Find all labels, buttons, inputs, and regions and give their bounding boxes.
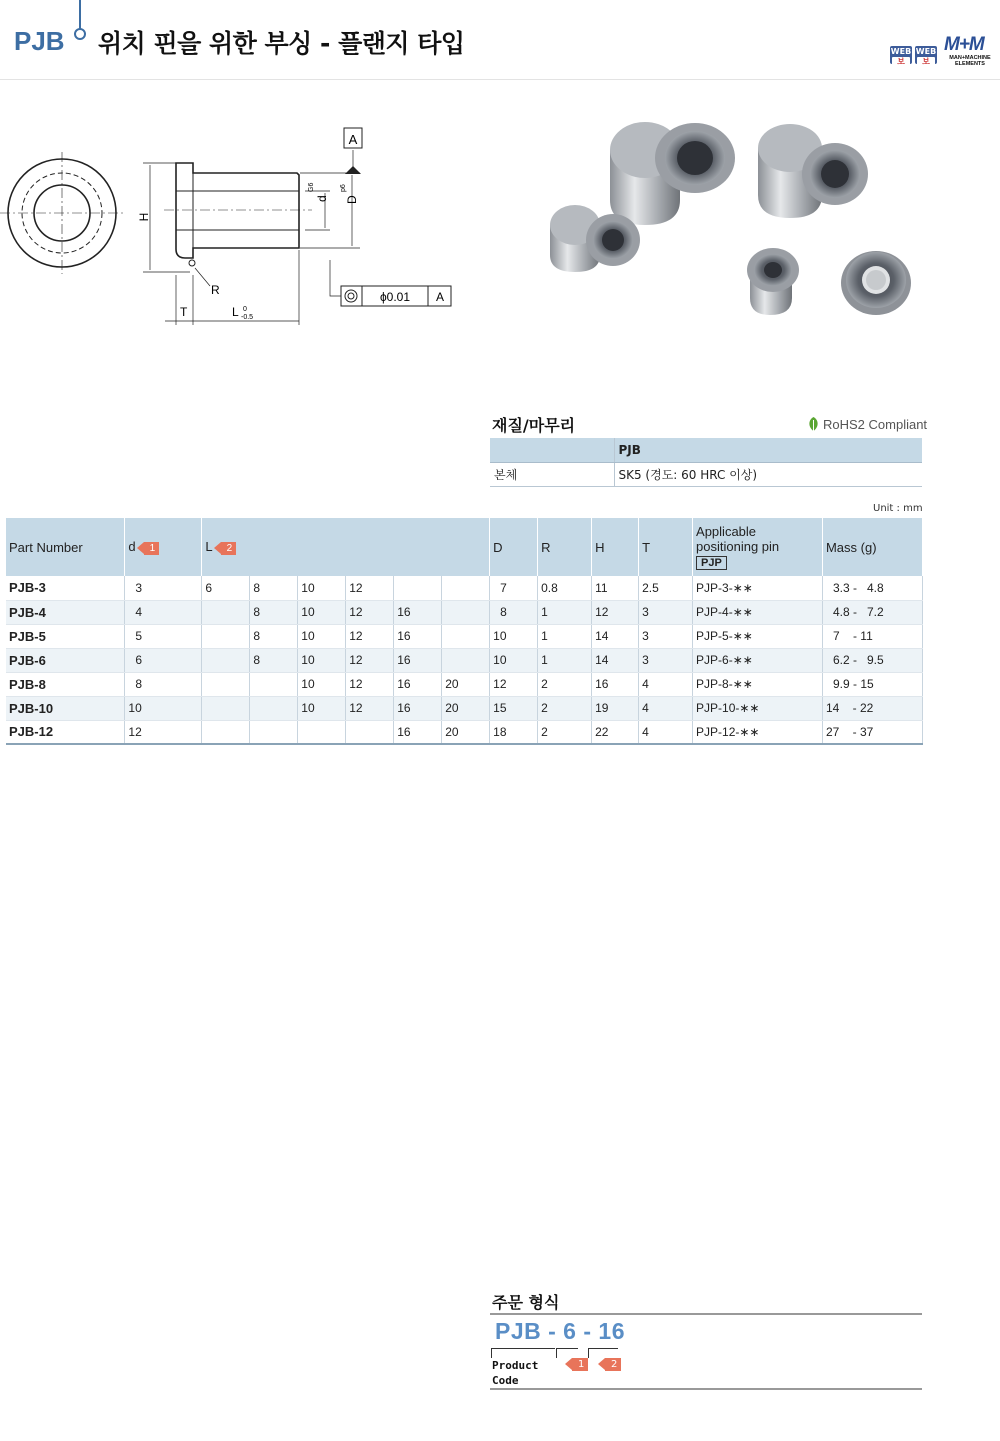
L-cell	[250, 672, 298, 696]
table-row	[6, 624, 923, 648]
L-cell: 12	[346, 648, 394, 672]
pjp-link[interactable]: PJP	[696, 556, 727, 570]
dim-d-tolerance: G6	[308, 182, 315, 192]
applicable-pin-cell: PJP-5-∗∗	[693, 624, 823, 648]
bracket-d	[556, 1348, 578, 1358]
web-badge-1[interactable]	[890, 46, 912, 64]
part-number-cell: PJB-4	[6, 600, 125, 624]
applicable-pin-cell: PJP-4-∗∗	[693, 600, 823, 624]
L-cell: 10	[298, 624, 346, 648]
leaf-icon	[807, 416, 820, 432]
D-cell: 10	[490, 648, 538, 672]
part-number-cell: PJB-3	[6, 576, 125, 600]
R-cell: 2	[538, 672, 592, 696]
order-divider-top	[490, 1313, 922, 1315]
col-T: T	[639, 518, 693, 576]
dim-L-tol-lower: -0.5	[241, 314, 254, 321]
spec-table	[6, 518, 923, 745]
part-number-cell: PJB-5	[6, 624, 125, 648]
d-cell: 8	[125, 672, 202, 696]
col-D: D	[490, 518, 538, 576]
T-cell: 4	[639, 696, 693, 720]
d-cell: 5	[125, 624, 202, 648]
part-number-cell: PJB-8	[6, 672, 125, 696]
mass-cell: 9.9 - 15	[822, 672, 922, 696]
L-cell	[202, 720, 250, 744]
feature-control-frame	[341, 286, 451, 306]
fcf-tolerance: ϕ0.01	[379, 290, 411, 304]
D-cell: 10	[490, 624, 538, 648]
L-cell: 10	[298, 576, 346, 600]
material-header-part: PJB	[614, 438, 922, 462]
header-accent-dot	[74, 28, 86, 40]
R-cell: 2	[538, 696, 592, 720]
L-cell	[298, 720, 346, 744]
L-cell: 20	[442, 720, 490, 744]
R-cell: 0.8	[538, 576, 592, 600]
web-badge-sub: 보	[892, 57, 910, 65]
order-title: 주문 형식	[492, 1293, 560, 1312]
brand-text-line2: ELEMENTS	[955, 61, 985, 67]
L-cell: 8	[250, 624, 298, 648]
product-photo	[530, 100, 930, 340]
L-cell: 16	[394, 720, 442, 744]
part-number-cell: PJB-10	[6, 696, 125, 720]
L-cell: 12	[346, 576, 394, 600]
order-tag-2-icon: 2	[605, 1358, 621, 1371]
L-cell: 20	[442, 672, 490, 696]
L-cell: 6	[202, 576, 250, 600]
applicable-pin-cell: PJP-10-∗∗	[693, 696, 823, 720]
brand-mark: M+M	[944, 34, 984, 55]
applicable-pin-cell: PJP-8-∗∗	[693, 672, 823, 696]
L-cell	[250, 696, 298, 720]
T-cell: 2.5	[639, 576, 693, 600]
d-cell: 4	[125, 600, 202, 624]
material-header-blank	[490, 438, 614, 462]
col-part-number: Part Number	[6, 518, 125, 576]
product-code-heading: PJB	[14, 26, 65, 56]
table-row	[6, 720, 923, 744]
dim-L-tol-upper: 0	[243, 306, 247, 313]
H-cell: 16	[592, 672, 639, 696]
L-cell	[442, 624, 490, 648]
unit-label: Unit : mm	[873, 503, 923, 514]
part-number-cell: PJB-6	[6, 648, 125, 672]
L-cell: 16	[394, 648, 442, 672]
web-badge-label: WEB	[915, 47, 937, 56]
L-cell: 12	[346, 696, 394, 720]
order-label-line1: Product	[492, 1359, 539, 1372]
T-cell: 3	[639, 600, 693, 624]
mass-cell: 14 - 22	[822, 696, 922, 720]
L-cell: 10	[298, 648, 346, 672]
mass-cell: 27 - 37	[822, 720, 922, 744]
order-example-code: PJB - 6 - 16	[495, 1318, 625, 1344]
L-cell: 8	[250, 600, 298, 624]
D-cell: 18	[490, 720, 538, 744]
col-d	[125, 518, 202, 576]
header-accent-line	[79, 0, 81, 30]
dim-R-label: R	[211, 283, 220, 297]
R-cell: 2	[538, 720, 592, 744]
col-pin-line2: positioning pin	[696, 539, 780, 554]
order-divider-bottom	[490, 1388, 922, 1390]
bushing-photo-1	[610, 122, 735, 225]
col-d-label: d	[128, 539, 136, 555]
L-cell	[346, 720, 394, 744]
L-cell: 10	[298, 696, 346, 720]
dim-H-label: H	[137, 212, 151, 222]
d-cell: 6	[125, 648, 202, 672]
col-L	[202, 518, 490, 576]
d-cell: 3	[125, 576, 202, 600]
mass-cell: 7 - 11	[822, 624, 922, 648]
L-cell	[442, 600, 490, 624]
col-pin-line1: Applicable	[696, 524, 757, 539]
dim-d-label: d	[315, 195, 329, 202]
L-cell: 12	[346, 672, 394, 696]
dim-D-tolerance: p6	[340, 184, 347, 192]
L-cell: 16	[394, 696, 442, 720]
web-badge-label: WEB	[890, 47, 912, 56]
L-cell: 16	[394, 624, 442, 648]
rohs-badge	[807, 416, 927, 432]
table-row	[6, 648, 923, 672]
T-cell: 4	[639, 720, 693, 744]
part-number-cell: PJB-12	[6, 720, 125, 744]
L-cell	[202, 648, 250, 672]
web-badge-2[interactable]	[915, 46, 937, 64]
col-R: R	[538, 518, 592, 576]
web-badge-sub: 보	[917, 57, 935, 65]
rohs-label: RoHS2 Compliant	[823, 416, 928, 432]
L-cell: 16	[394, 672, 442, 696]
side-view	[164, 163, 312, 266]
L-cell: 12	[346, 624, 394, 648]
front-view	[0, 152, 124, 274]
mass-cell: 4.8 - 7.2	[822, 600, 922, 624]
col-L-label: L	[205, 539, 213, 555]
H-cell: 12	[592, 600, 639, 624]
dim-L-label: L	[232, 305, 239, 319]
L-cell: 20	[442, 696, 490, 720]
bushing-photo-5	[841, 251, 911, 315]
table-row	[6, 600, 923, 624]
R-cell: 1	[538, 600, 592, 624]
R-cell: 1	[538, 624, 592, 648]
L-cell: 8	[250, 576, 298, 600]
spec-table-body	[6, 576, 923, 744]
material-title: 재질/마무리	[492, 416, 576, 435]
material-row-value: SK5 (경도: 60 HRC 이상)	[614, 462, 922, 486]
L-cell	[202, 696, 250, 720]
technical-drawing	[0, 100, 480, 340]
T-cell: 4	[639, 672, 693, 696]
d-cell: 12	[125, 720, 202, 744]
datum-label: A	[348, 132, 358, 147]
L-cell: 10	[298, 600, 346, 624]
L-cell	[202, 672, 250, 696]
D-cell: 7	[490, 576, 538, 600]
table-row	[6, 672, 923, 696]
bushing-photo-4	[747, 248, 799, 315]
L-cell	[202, 600, 250, 624]
tag-1-icon: 1	[144, 542, 160, 555]
table-row	[6, 576, 923, 600]
D-cell: 8	[490, 600, 538, 624]
order-product-code-label	[492, 1358, 538, 1388]
dim-T-label: T	[180, 305, 188, 319]
D-cell: 15	[490, 696, 538, 720]
R-cell: 1	[538, 648, 592, 672]
order-tag-1-icon: 1	[572, 1358, 588, 1371]
L-cell	[442, 576, 490, 600]
material-table	[490, 438, 922, 487]
H-cell: 14	[592, 624, 639, 648]
L-cell	[394, 576, 442, 600]
H-cell: 22	[592, 720, 639, 744]
material-row-label: 본체	[490, 462, 614, 486]
table-row	[6, 696, 923, 720]
L-cell: 8	[250, 648, 298, 672]
col-mass: Mass (g)	[822, 518, 922, 576]
applicable-pin-cell: PJP-12-∗∗	[693, 720, 823, 744]
H-cell: 19	[592, 696, 639, 720]
H-cell: 14	[592, 648, 639, 672]
L-cell: 16	[394, 600, 442, 624]
d-cell: 10	[125, 696, 202, 720]
spec-table-header	[6, 518, 923, 576]
page-header	[0, 0, 1000, 80]
H-cell: 11	[592, 576, 639, 600]
T-cell: 3	[639, 648, 693, 672]
mass-cell: 3.3 - 4.8	[822, 576, 922, 600]
bracket-product	[491, 1348, 555, 1358]
bracket-L	[588, 1348, 618, 1358]
bushing-photo-2	[758, 124, 868, 218]
L-cell	[250, 720, 298, 744]
tag-2-icon: 2	[221, 542, 237, 555]
applicable-pin-cell: PJP-3-∗∗	[693, 576, 823, 600]
col-applicable-pin	[693, 518, 823, 576]
T-cell: 3	[639, 624, 693, 648]
L-cell	[442, 648, 490, 672]
brand-logo	[944, 35, 996, 67]
dim-D-label: D	[345, 195, 359, 204]
L-cell: 10	[298, 672, 346, 696]
L-cell	[202, 624, 250, 648]
brand-text-line1: MAN+MACHINE	[949, 55, 991, 61]
applicable-pin-cell: PJP-6-∗∗	[693, 648, 823, 672]
fcf-datum: A	[435, 290, 445, 304]
mass-cell: 6.2 - 9.5	[822, 648, 922, 672]
L-cell: 12	[346, 600, 394, 624]
col-H: H	[592, 518, 639, 576]
D-cell: 12	[490, 672, 538, 696]
order-label-line2: Code	[492, 1374, 519, 1387]
page-title: 위치 핀을 위한 부싱 - 플랜지 타입	[98, 29, 465, 58]
